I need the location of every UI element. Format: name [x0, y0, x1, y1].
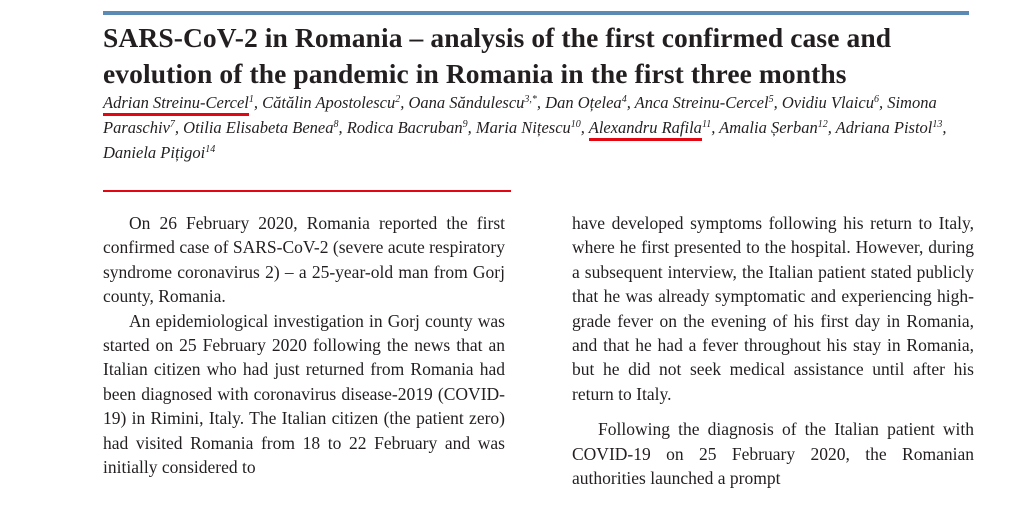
article-title: SARS-CoV-2 in Romania – analysis of the first confirmed case and evolution of the pandemic in Romania in the first three months [103, 22, 892, 89]
affiliation-marker: 13 [932, 119, 943, 130]
author-name [103, 143, 215, 162]
affiliation-marker: 9 [462, 119, 468, 130]
right-column [572, 211, 974, 490]
affiliation-marker: 10 [570, 119, 581, 130]
author-name-text: Ovidiu Vlaicu [781, 93, 874, 112]
author-name-text: Otilia Elisabeta Benea [183, 118, 334, 137]
author-name [782, 93, 879, 112]
author-name [183, 118, 338, 137]
author-name-text: Alexandru Rafila [589, 118, 702, 141]
author-name-text: Oana Săndulescu [408, 93, 525, 112]
affiliation-marker: 5 [768, 94, 774, 105]
section-divider [103, 190, 511, 192]
author-name-text: Adriana Pistol [835, 118, 933, 137]
affiliation-marker: 2 [395, 94, 401, 105]
affiliation-marker: 1 [248, 94, 254, 105]
author-name-text: Simona Paraschiv [103, 93, 937, 137]
author-name-text: Daniela Pițigoi [103, 143, 206, 162]
author-name [719, 118, 828, 137]
affiliation-marker: 6 [873, 94, 879, 105]
author-name [103, 93, 254, 112]
affiliation-marker: 4 [621, 94, 627, 105]
paragraph: Following the diagnosis of the Italian patient with COVID-19 on 25 February 2020, the Romanian authorities launched a prompt [572, 419, 974, 489]
affiliation-marker: 11 [701, 119, 712, 130]
author-name [545, 93, 627, 112]
author-name [408, 93, 536, 112]
affiliation-marker: 3,* [524, 94, 537, 105]
header-rule [103, 11, 969, 15]
paragraph: An epidemiological investigation in Gorj county was started on 25 February 2020 following the news that an Italian citizen who had just returned from Romania had been diagnosed with coronavirus disease-2019 (COVID-19) in Rimini, Italy. The Italian citizen (the patient zero) had visited Romania from 18 to 22 February and was initially considered to [103, 310, 505, 478]
paragraph: On 26 February 2020, Romania reported the first confirmed case of SARS-CoV-2 (severe acute respiratory syndrome coronavirus 2) – a 25-year-old man from Gorj county, Romania. [103, 213, 505, 307]
author-name-text: Anca Streinu-Cercel [634, 93, 769, 112]
author-name [262, 93, 400, 112]
author-name [635, 93, 774, 112]
author-name-text: Dan Oțelea [545, 93, 622, 112]
author-name [347, 118, 468, 137]
author-name [476, 118, 581, 137]
author-name-text: Adrian Streinu-Cercel [103, 93, 249, 116]
affiliation-marker: 12 [817, 119, 828, 130]
author-name [589, 118, 711, 137]
author-name-text: Cătălin Apostolescu [262, 93, 396, 112]
author-name-text: Maria Nițescu [475, 118, 571, 137]
paragraph: have developed symptoms following his return to Italy, where he first presented to the hospital. However, during a subsequent interview, the Italian patient stated publicly that he was already symptomatic and experiencing high-grade fever on the evening of his first day in Romania, and that he had a fever throughout his stay in Romania, but he did not seek medical assistance until after his return to Italy. [572, 213, 974, 404]
author-list: Adrian Streinu-Cercel$^1$, Cătălin Apostolescu$^2$, Oana Săndulescu$^{3,*}$, Dan Oțelea$^4$, Anca Streinu-Cercel$^5$, Ovidiu Vlaicu$^6$, Simona Paraschiv$^7$, Otilia Elisabeta Benea$^8$, Rodica Bacruban$^9$, Maria Nițescu$^{10}$, Alexandru Rafila$^{11}$, Amalia Șerban$^{12}$, Adriana Pistol$^{13}$, Daniela Pițigoi$^{14}$ [103, 93, 947, 162]
affiliation-marker: 14 [205, 144, 216, 155]
affiliation-marker: 7 [169, 119, 175, 130]
author-name [836, 118, 943, 137]
author-name-text: Rodica Bacruban [346, 118, 463, 137]
left-column [103, 211, 505, 479]
author-name-text: Amalia Șerban [719, 118, 818, 137]
affiliation-marker: 8 [333, 119, 339, 130]
